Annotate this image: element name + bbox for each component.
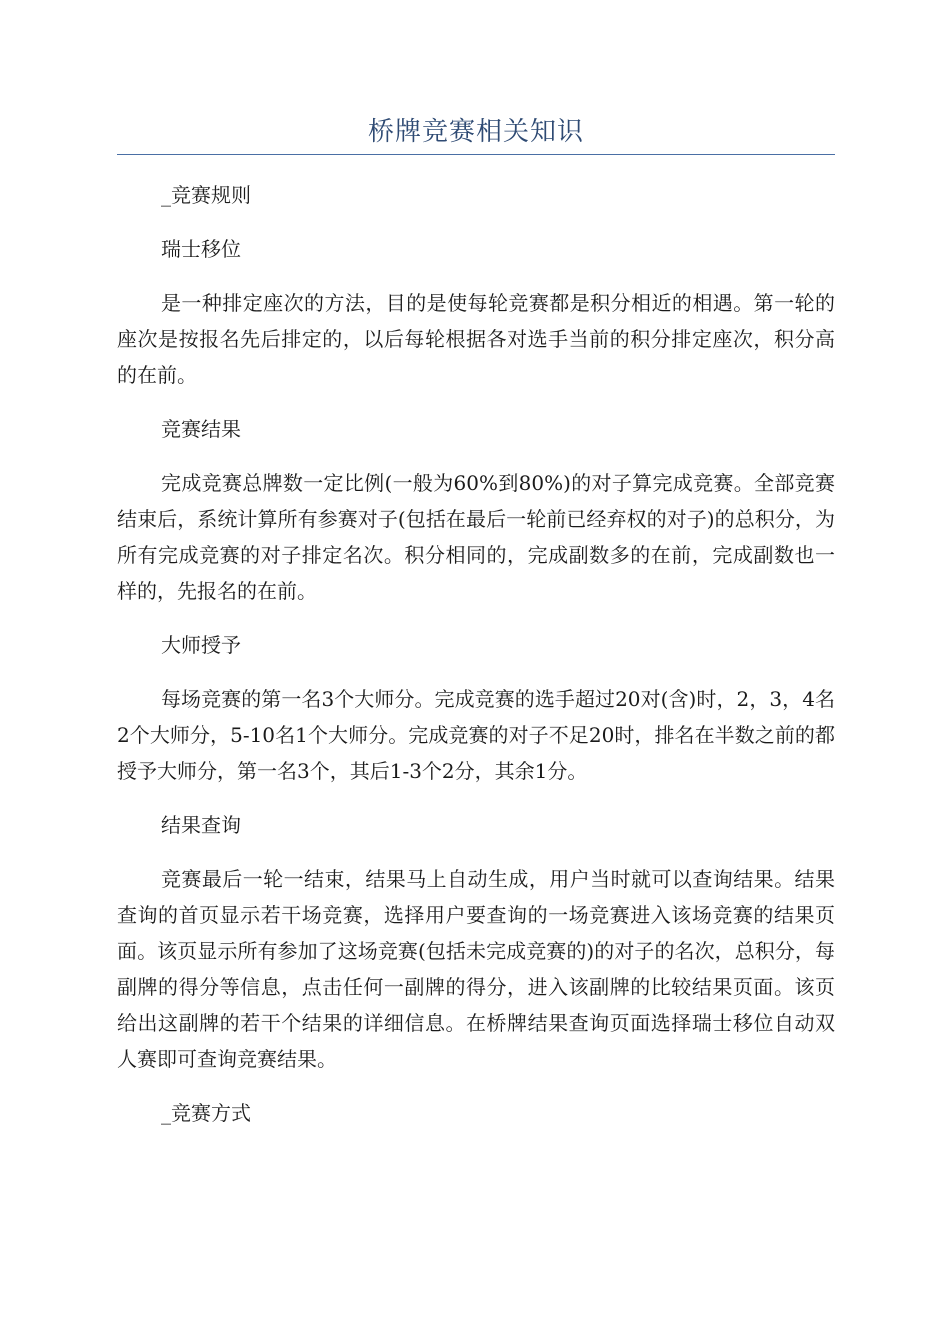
paragraph-master: 每场竞赛的第一名3个大师分。完成竞赛的选手超过20对(含)时，2，3，4名2个大师分，5-10名1个大师分。完成竞赛的对子不足20时，排名在半数之前的都授予大师分，第一名3个，其后1-3个2分，其余1分。 bbox=[117, 687, 835, 783]
paragraph-swiss: 是一种排定座次的方法，目的是使每轮竞赛都是积分相近的相遇。第一轮的座次是按报名先后排定的，以后每轮根据各对选手当前的积分排定座次，积分高的在前。 bbox=[117, 291, 835, 387]
paragraph-results: 完成竞赛总牌数一定比例(一般为60%到80%)的对子算完成竞赛。全部竞赛结束后，系统计算所有参赛对子(包括在最后一轮前已经弃权的对子)的总积分，为所有完成竞赛的对子排定名次。积分相同的，完成副数多的在前，完成副数也一样的，先报名的在前。 bbox=[117, 471, 835, 603]
section-heading-results: 竞赛结果 bbox=[161, 417, 241, 441]
section-heading-master: 大师授予 bbox=[161, 633, 241, 657]
document-title: 桥牌竞赛相关知识 bbox=[367, 117, 584, 147]
title-underline bbox=[117, 154, 835, 155]
section-heading-rules: _竞赛规则 bbox=[161, 183, 251, 207]
section-heading-swiss: 瑞士移位 bbox=[161, 237, 241, 261]
paragraph-query: 竞赛最后一轮一结束，结果马上自动生成，用户当时就可以查询结果。结果查询的首页显示若干场竞赛，选择用户要查询的一场竞赛进入该场竞赛的结果页面。该页显示所有参加了这场竞赛(包括未完成竞赛的)的对子的名次，总积分，每副牌的得分等信息，点击任何一副牌的得分，进入该副牌的比较结果页面。该页给出这副牌的若干个结果的详细信息。在桥牌结果查询页面选择瑞士移位自动双人赛即可查询竞赛结果。 bbox=[117, 867, 835, 1071]
section-heading-format: _竞赛方式 bbox=[161, 1101, 251, 1125]
section-heading-query: 结果查询 bbox=[161, 813, 241, 837]
document-page bbox=[117, 0, 835, 1149]
